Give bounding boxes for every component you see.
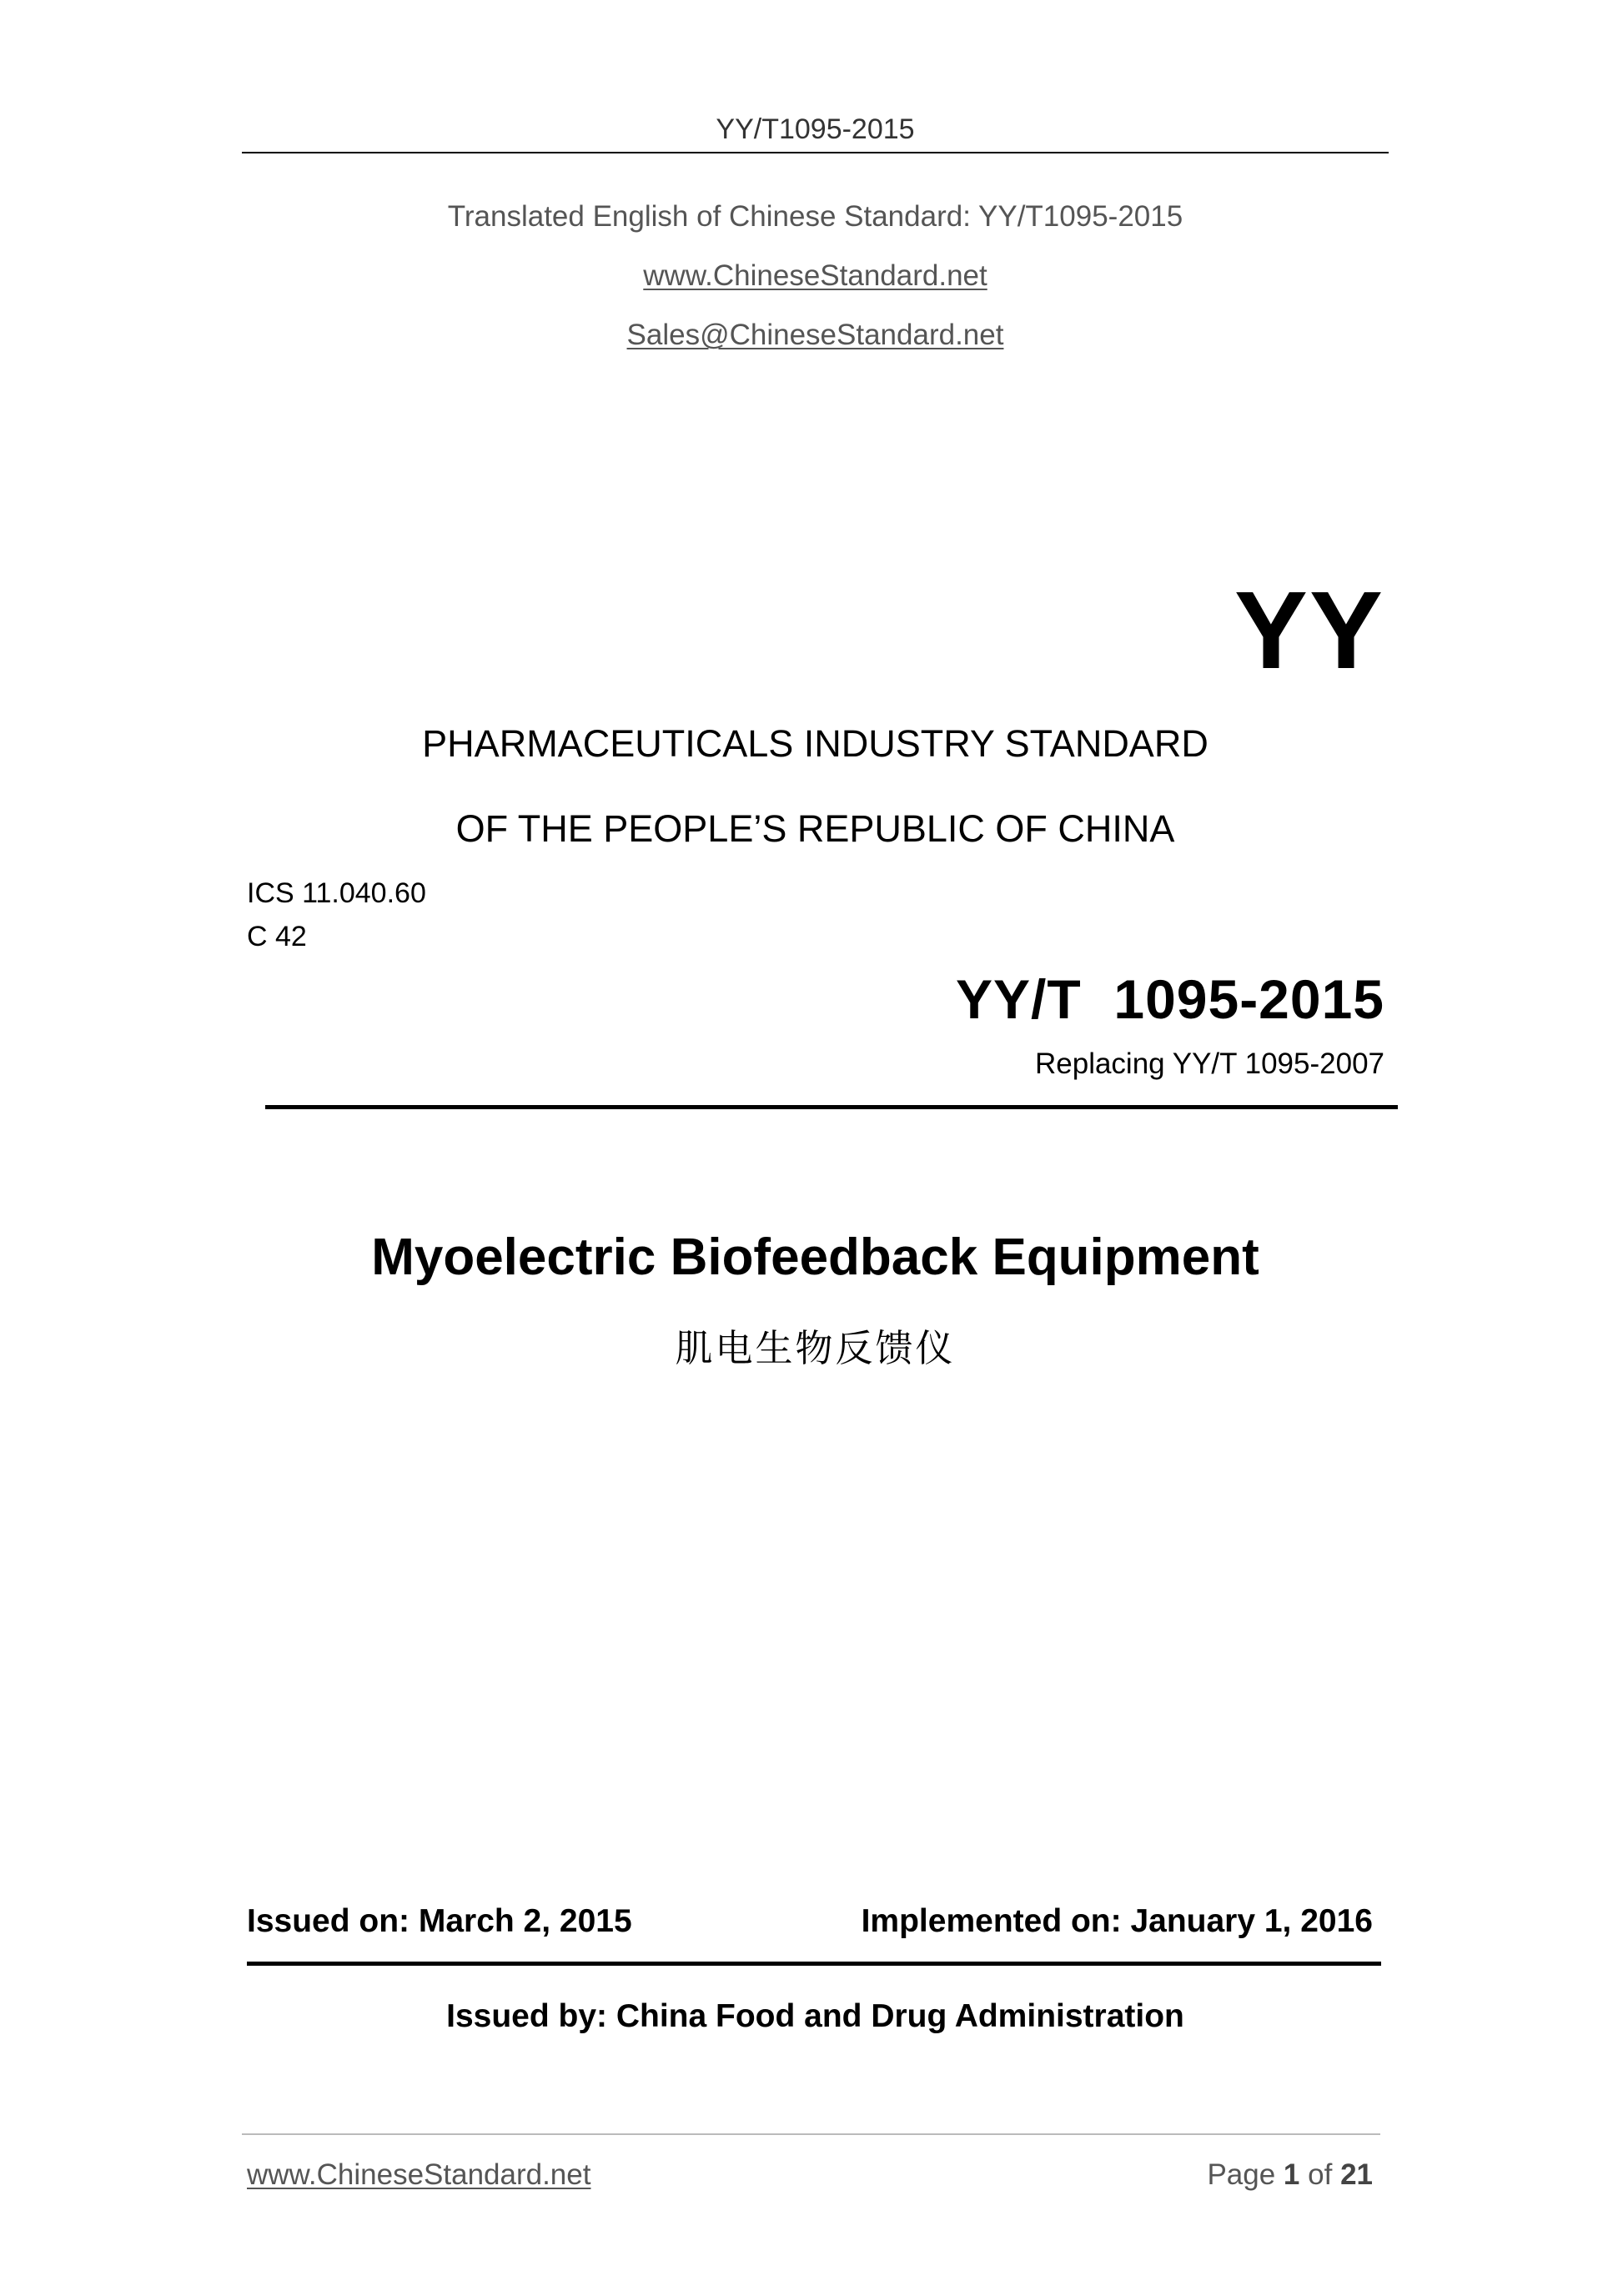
standard-number: YY/T 1095-2015 bbox=[956, 968, 1384, 1030]
page-total: 21 bbox=[1340, 2158, 1373, 2191]
footer-website-link[interactable]: www.ChineseStandard.net bbox=[247, 2158, 591, 2191]
replacing-note: Replacing YY/T 1095-2007 bbox=[1034, 1048, 1384, 1080]
page-prefix: Page bbox=[1207, 2158, 1276, 2191]
implemented-on-date: Implemented on: January 1, 2016 bbox=[861, 1903, 1373, 1939]
document-title: Myoelectric Biofeedback Equipment bbox=[371, 1228, 1259, 1286]
website-link[interactable]: www.ChineseStandard.net bbox=[643, 259, 987, 292]
header-divider bbox=[242, 152, 1389, 153]
industry-standard-heading: PHARMACEUTICALS INDUSTRY STANDARD bbox=[422, 722, 1208, 765]
page-indicator bbox=[1207, 2158, 1373, 2192]
standard-logo: YY bbox=[1234, 569, 1384, 691]
issued-on-date: Issued on: March 2, 2015 bbox=[247, 1903, 632, 1939]
country-heading: OF THE PEOPLE’S REPUBLIC OF CHINA bbox=[455, 807, 1175, 850]
ics-code: ICS 11.040.60 bbox=[247, 877, 426, 909]
ccs-code: C 42 bbox=[247, 921, 307, 952]
website-link-row bbox=[242, 259, 1389, 293]
document-title-chinese: 肌电生物反馈仪 bbox=[675, 1326, 956, 1370]
translation-notice: Translated English of Chinese Standard: YY/T1095-2015 bbox=[447, 200, 1183, 233]
footer-divider bbox=[242, 2133, 1380, 2135]
title-divider bbox=[265, 1105, 1398, 1109]
email-link[interactable]: Sales@ChineseStandard.net bbox=[626, 319, 1004, 351]
issuing-authority: Issued by: China Food and Drug Administration bbox=[446, 1998, 1184, 2034]
dates-divider bbox=[247, 1962, 1381, 1966]
email-link-row bbox=[242, 319, 1389, 352]
page-of: of bbox=[1308, 2158, 1333, 2191]
running-header: YY/T1095-2015 bbox=[716, 113, 915, 145]
page-current: 1 bbox=[1283, 2158, 1300, 2191]
